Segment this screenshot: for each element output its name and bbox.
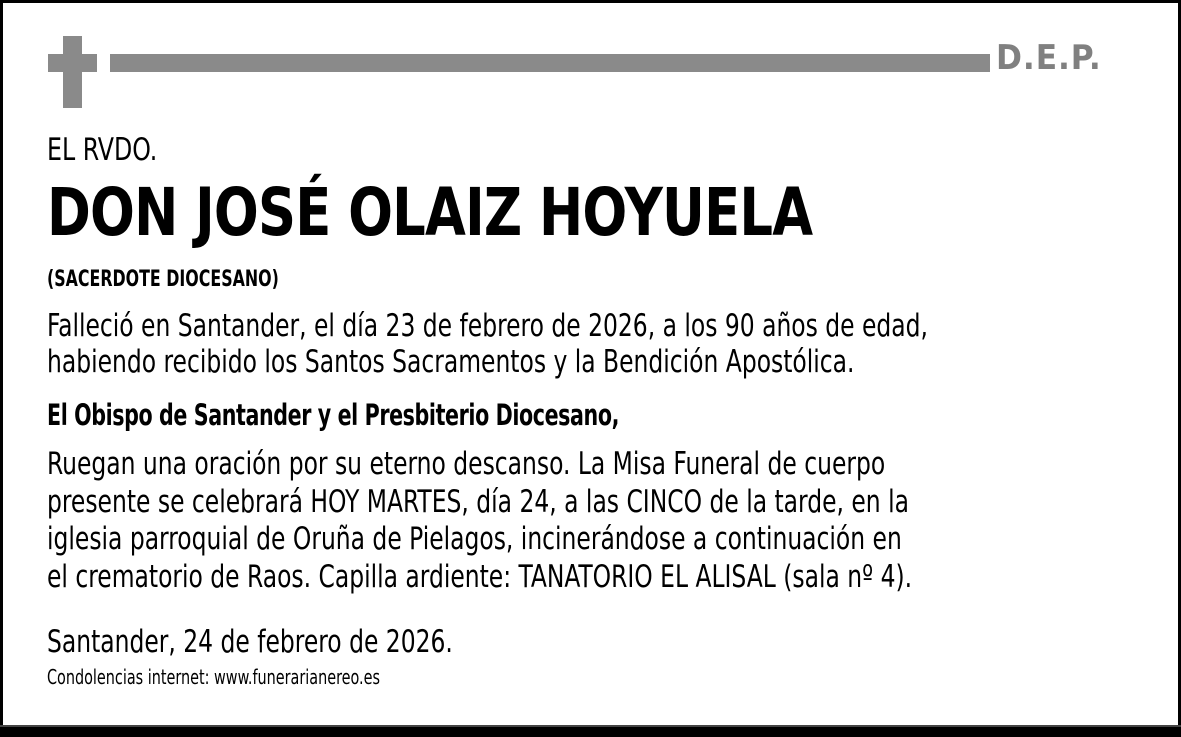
service-line: presente se celebrará HOY MARTES, día 24, a las CINCO de la tarde, en la [47, 483, 909, 520]
deceased-name: DON JOSÉ OLAIZ HOYUELA [47, 174, 813, 251]
death-line: Falleció en Santander, el día 23 de febrero de 2026, a los 90 años de edad, [47, 308, 928, 344]
service-line: iglesia parroquial de Oruña de Pielagos, incinerándose a continuación en [47, 521, 902, 557]
death-paragraph [47, 308, 928, 380]
place-date: Santander, 24 de febrero de 2026. [47, 624, 453, 660]
deceased-role: (SACERDOTE DIOCESANO) [47, 267, 279, 292]
service-paragraph [47, 446, 912, 596]
mourners-line: El Obispo de Santander y el Presbiterio Diocesano, [47, 398, 620, 432]
condolences-link[interactable]: Condolencias internet: www.funerarianereo.es [47, 665, 380, 689]
cross-horizontal-bar [48, 54, 97, 72]
dep-label: D.E.P. [996, 38, 1102, 78]
title-prefix: EL RVDO. [47, 132, 158, 168]
cross-vertical-bar [63, 36, 82, 108]
death-line: habiendo recibido los Santos Sacramentos y la Bendición Apostólica. [47, 344, 855, 380]
bottom-border [0, 727, 1181, 737]
service-line: el crematorio de Raos. Capilla ardiente: TANATORIO EL ALISAL (sala nº 4). [47, 558, 913, 595]
service-line: Ruegan una oración por su eterno descanso. La Misa Funeral de cuerpo [47, 446, 886, 482]
header-rule [110, 54, 990, 72]
